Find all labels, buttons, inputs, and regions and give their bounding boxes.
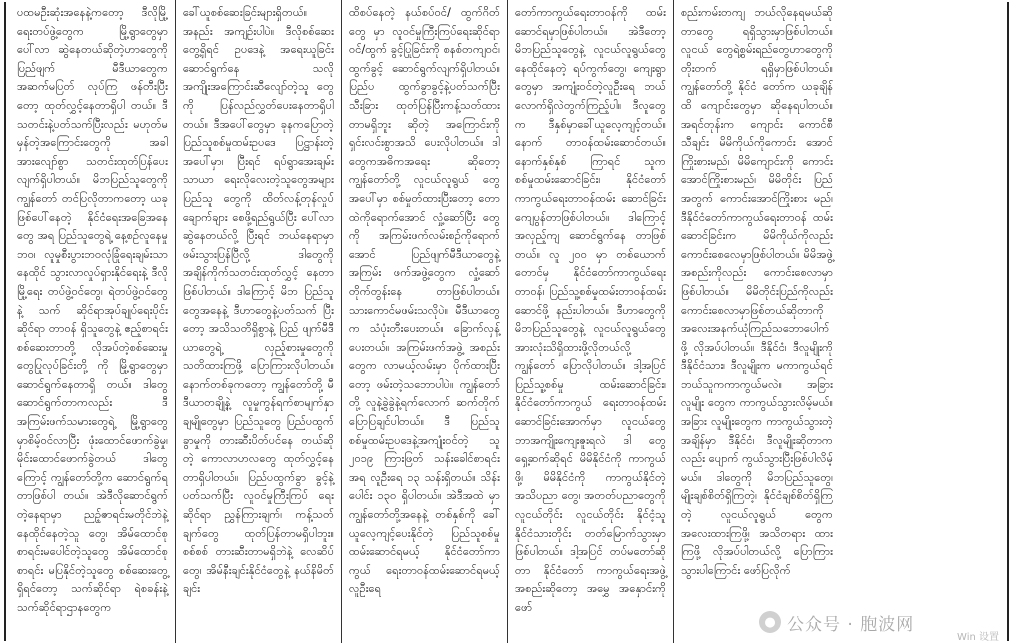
watermark [759, 603, 1009, 641]
wechat-icon: ● [759, 611, 781, 633]
column-text: ခေါ်ယူစစ်ဆေးခြင်းများရှိတယ်။ အနည်း အကျဉ်းပါပဲ။ ဒီလိုစစ်ဆေးတွေ့ရှိရင် ဥပဒေနဲ့ အရေးယူခြင်းဆောင်ရွက်နေ သလို အကျိုးအကြောင်းဆီလျော်တဲ့သူ တွေကို ပြန်လည်လွှတ်ပေးနေတာရှိပါ တယ်။ ဒီအပေါ်တွေမှာ ခုနကပြောတဲ့ ပြည်သူစစ်မှုထမ်းဥပဒေ ပြဋ္ဌာန်းတဲ့ အပေါ်မှာ၊ ပြီးရင် ရပ်ရွာအေးချမ်းသာယာ ရေးလိုလေးတဲ့သူတွေအများပြည်သူ တွေကို ထိတ်လန့်တုန်လှုပ်ချောက်ချား စေဖို့ရည်ရွယ်ပြီး ပေါ်လာဆွဲနေတယ်လို့ ပြီးရင် ဘယ်နေရာမှာဖမ်းသွားပြန်ပြီလို့ ဒါတွေကို အချိန်ကိုက်သတင်းထုတ်လွှင့် နေတာဖြစ်ပါတယ်။ ဒါကြောင့် မိဘ ပြည်သူတွေအနေနဲ့ ဒီဟာတွေနဲ့ပတ်သက် ပြီးတော့ အသိသတိရှိစွာနဲ့ ပြည် ဖျက်မီဒီယာတွေရဲ့ လှည့်စားမှုတွေကို သတိထားကြဖို့ ပြောကြားလိုပါတယ်။ နောက်တစ်ခုကတော့ ကျွန်တော်တို့ မီဒီယာတချို့နဲ့ လူမှုကွန်ရက်စာမျက်နှာ ချမျိုတွေမှာ ပြည်သူတွေ ပြည်ပထွက်ခွာမှုကို တားဆီးပိတ်ပင်နေ တယ်ဆိုတဲ့ ကောလာဟလတွေ ထုတ်လွှင့်နေတာရှိပါတယ်။ ပြည်ပထွက်ခွာ ခွင့်နဲ့ပတ်သက်ပြီး လူဝင်မှုကြီးကြပ် ရေးဆိုင်ရာ ညွှန်ကြားချက်၊ ကန့်သတ် ချက်တွေ ထုတ်ပြန်တာမရှိပါဘူး။ စစ်စစ် တားဆီးတာမရှိဘဲနဲ့ လေဆိပ်တွေ၊ အိမ်နီးချင်းနိုင်ငံတွေနဲ့ နယ်နိမိတ်ချင်း [183, 6, 338, 596]
article-column-1 [10, 0, 176, 643]
column-text: ထိစပ်နေတဲ့ နယ်စပ်ဝင်/ ထွက်ဂိတ်တွေ မှာ လူဝင်မှုကြီးကြပ်ရေးဆိုင်ရာ ဝင်/ထွက် ခွင့်ပြုခြင်းကို စနစ်တကျဝင်၊ ထွက်ခွင့် ဆောင်ရွက်လျက်ရှိပါတယ်။ ပြည်ပ ထွက်ခွာခွင့်နဲ့ပတ်သက်ပြီး သီးခြား ထုတ်ပြန်ပြီးကန့်သတ်ထားတာမရှိဘူး ဆိုတဲ့ အကြောင်းကို ရှင်းလင်းစွာအသိ ပေးလိုပါတယ်။ ဒါတွေကအဓိကအရေး ဆိုတော့ ကျွန်တော်တို့ လူငယ်လူရွယ် တွေအပေါ်မှာ စစ်မှုတ်ထားပြီးတော့ တောထဲကိုရောက်အောင် လှုံ့ဆော်ပြီး တွေကို အကြမ်းဖက်လမ်းစဉ်ကိုရောက် အောင် ပြည်ဖျက်မီဒီယာတွေနဲ့ အကြမ်း ဖက်အဖွဲ့တွေက လှုံ့ဆော်တိုက်တွန်းနေ တာဖြစ်ပါတယ်။ သားကောင်မဖမ်းသလိုပဲ။ မီဒီယာတွေက သံပုံးတီးပေးတယ်။ ခြောက်လှန့်ပေးတယ်။ အကြမ်းဖက်အဖွဲ့ အစည်းတွေက လာမယ့်လမ်းမှာ ပိုက်ထားပြီးတော့ ဖမ်းတဲ့သဘောပါပဲ။ ကျွန်တော်တို့ လူနဲ့ခွဲခွဲနဲ့ရက်လောက် ဆက်တိုက်ပြောပြချင်ပါတယ်။ ဒီ ပြည်သူစစ်မှုထမ်းဥပဒေနဲ့အကျုံးဝင်တဲ့ သူ ၂၀၁၉ ကြားဖြတ် သန်းခေါင်စာရင်း အရ လူဦးရေ ၁၃ သန်းရှိတယ်။ သိန်းပေါင်း ၁၃၀ ရှိပါတယ်။ အဲဒီအထဲ မှာ ကျွန်တော်တို့အနေနဲ့ တစ်နှစ်ကို ခေါ်ယူလေ့ကျင့်ပေးနိုင်တဲ့ ပြည်သူစစ်မှု ထမ်းဆောင်ရမယ့် နိုင်ငံတော်ကာကွယ် ရေးတာဝန်ထမ်းဆောင်ရမယ့်လူဦးရေ [349, 6, 504, 596]
article-column-2 [176, 0, 342, 643]
article-column-5 [674, 0, 840, 643]
column-text: ပထမဦးဆုံးအနေနဲ့ကတော့ ဒီလိုမြို့ရေးတပ်ဖွဲ့တွေက မြို့ရွာတွေမှာ ပေါ်လာ ဆွဲနေတယ်ဆိုတဲ့ဟာတွေကို ပြည်ဖျက် မီဒီယာတွေက အဆက်မပြတ် လုပ်ကြ ဖန်တီးပြီးတော့ ထုတ်လွှင့်နေတာရှိပါ တယ်။ ဒီသတင်းနဲ့ပတ်သက်ပြီးလည်း မဟုတ်မမှန်တဲ့အကြောင်းတွေကို အခါ အားလျော်စွာ သတင်းထုတ်ပြန်ပေး လျက်ရှိပါတယ်။ မိဘပြည်သူတွေကို ကျွန်တော် တင်ပြလိုတာကတော့ ယခု ဖြစ်ပေါ်နေတဲ့ နိုင်ငံရေးအခြေအနေတွေ အရ ပြည်သူတွေရဲ့ နေ့စဉ်လူနေမှုဘဝ၊ လူမှုစီးပွားဘဝလုံခြုံရေးချမ်းသာနေထိုင် သွားလာလှုပ်ရှားနိုင်ရေးနဲ့ ဒီလိုမြို့ရေး တပ်ဖွဲ့ဝင်တွေ၊ ရဲတပ်ဖွဲ့ဝင်တွေနဲ့ သက် ဆိုင်ရာအုပ်ချုပ်ရေးပိုင်းဆိုင်ရာ တာဝန် ရှိသူတွေနဲ့ ဧည့်စာရင်းစစ်ဆေးတာတို့ လိုအပ်တဲ့စစ်ဆေးမှုတွေပြုလုပ်ခြင်းတို့ ကို မြို့ရွာတွေမှာ ဆောင်ရွက်နေတာရှိ တယ်။ ဒါတွေဆောင်ရွက်တာကလည်း ဒီအကြမ်းဖက်သမားတွေရဲ့ မြို့ရွာတွေ မှာစိမ့်ဝင်လာပြီး ဖုံးထောင်ဖောက်ခွဲမှု၊ မိုင်းထောင်ဖောက်ခွဲတယ် ဒါတွေကြောင့် ကျွန်တော်တို့က ဆောင်ရွက်ရတာဖြစ်ပါ တယ်။ အဲဒီလိုဆောင်ရွက်တဲ့နေရာမှာ ညဉ့်ဇာရင်းမတိုင်ဘဲနဲ့ နေထိုင်နေတဲ့သူ တွေ၊ အိမ်ထောင်စုစာရင်းမပေါင်တဲ့သူတွေ အိမ်ထောင်စုစာရင်း မပြနိုင်တဲ့သူတွေ စစ်ဆေးတွေ့ရှိရင်တော့ သက်ဆိုင်ရာ ရဲစခန်းနဲ့ သက်ဆိုင်ရာဌာနတွေက [17, 6, 172, 614]
article-columns [10, 0, 1003, 643]
watermark-text: 公众号 · 胞波网 [787, 614, 915, 635]
article-column-3 [342, 0, 508, 643]
watermark-sub: Win 设置 [957, 632, 999, 643]
column-text: စည်းကမ်းတကျ ဘယ်လိုနေရမယ်ဆို တာတွေ ရရှိသွားမှာဖြစ်ပါတယ်။ လူငယ် တွေရဲ့စွမ်းရည်တွေဟာတွေကို တိုးတက် ရရှိမှာဖြစ်ပါတယ်။ ကျွန်တော်တို့ နိုင်ငံ တော်က ယခုချိန်ထိ ကျောင်းတွေမှာ ဆိုနေရပါတယ်။ အရင်တုန်းက ကျောင်း ကောင်စီသီချင်း မိမိကိုယ်ကိုကောင်း အောင်ကြိုးစားမည်၊ မိမိကျောင်းကို ကောင်းအောင်ကြိုးစားမည်၊ မိမိတိုင်း ပြည်အတွက် ကောင်းအောင်ကြိုးစား မည်၊ ဒီနိုင်ငံတော်ကာကွယ်ရေးတာဝန် ထမ်းဆောင်ခြင်းက မိမိကိုယ်ကိုလည်း ကောင်းစေလေမှာဖြစ်ပါတယ်။ မိမိအဖွဲ့ အစည်းကိုလည်း ကောင်းစေလာမှာ ဖြစ်ပါတယ်။ မိမိတိုင်းပြည်ကိုလည်း ကောင်းစေလာမှာဖြစ်တယ်ဆိုတာကို အလေးအနက်ယုံကြည်သဘောပေါက်ဖို့ လိုအပ်ပါတယ်။ ဒီနိုင်ငံ၊ ဒီလူမျိုးကို ဒီနိုင်ငံသား၊ ဒီလူမျိုးက မကာကွယ်ရင် ဘယ်သူကကာကွယ်မလဲ။ အခြားလူမျိုး တွေက ကာကွယ်သွားလိမ့်မယ်။ အခြား လူမျိုးတွေက ကာကွယ်သွားတဲ့အချိန်မှာ ဒီနိုင်ငံ၊ ဒီလူမျိုးဆိုတာကလည်း ပျောက် ကွယ်သွားပြီးဖြစ်ပါလိမ့်မယ်။ ဒါတွေကို မိဘပြည်သူတွေ၊ မျိုးချစ်စိတ်ရှိကြတဲ့၊ နိုင်ငံချစ်စိတ်ရှိကြတဲ့ လူငယ်လူရွယ် တွေက အလေးထားကြဖို့၊ အသိတရား ထားကြဖို့ လိုအပ်ပါတယ်လို့ ပြောကြား သွားပါကြောင်း ဖော်ပြလိုက် [681, 6, 837, 577]
column-text: တော်ကာကွယ်ရေးတာဝန်ကို ထမ်း ဆောင်ရမှာဖြစ်ပါတယ်။ အဲဒီတော့ မိဘပြည်သူတွေနဲ့ လူငယ်လူရွယ်တွေ နေထိုင်နေတဲ့ ရပ်ကွက်တွေ၊ ကျေးရွာ တွေမှာ အကျုံးဝင်တဲ့လူဦးရေ ဘယ် လောက်ရှိလဲတွက်ကြည့်ပါ။ ဒီလူတွေက ဒီနှစ်မှာခေါ်ယူလေ့ကျင့်တယ်။ နောက် တာဝန်ထမ်းဆောင်တယ်။ နောက်နှစ်နှစ် ကြာရင် သူက စစ်မှုထမ်းဆောင်ခြင်း၊ နိုင်ငံတော်ကာကွယ်ရေးတာဝန်ထမ်း ဆောင်ခြင်း ကျေပွန်တာဖြစ်ပါတယ်။ ဒါကြောင့် အလှည့်ကျ ဆောင်ရွက်နေ တာဖြစ်တယ်။ လူ ၂၀၀ မှာ တစ်ယောက် တောင်မှ နိုင်ငံတော်ကာကွယ်ရေး တာဝန်၊ ပြည်သူ့စစ်မှုထမ်းတာဝန်ထမ်း ဆောင်ဖို့ နည်းပါတယ်။ ဒီဟာတွေကို မိဘပြည်သူတွေနဲ့ လူငယ်လူရွယ်တွေ အားလုံးသိရှိထားဖို့လိုတယ်လို့ ကျွန်တော် ပြောလိုပါတယ်။ ဒါ့အပြင် ပြည်သူ့စစ်မှု ထမ်းဆောင်ခြင်း၊ နိုင်ငံတော်ကာကွယ် ရေးတာဝန်ထမ်းဆောင်ခြင်းအောက်မှာ လူငယ်တွေ ဘာအကျိုးကျေးဇူးရလဲ ဒါ တွေရှေ့ဆက်ဆိုရင် မိမိနိုင်ငံကို ကာကွယ်ဖို့၊ မိမိနိုင်ငံကို ကာကွယ်နိုင်တဲ့ အသိပညာ တွေ၊ အတတ်ပညာတွေကို လူငယ်တိုင်း လူငယ်တိုင်း နိုင်ငံ့သူ နိုင်ငံသားတိုင်း တတ်မြောက်သွားမှာ ဖြစ်ပါတယ်။ ဒါ့အပြင် တပ်မတော်ဆိုတာ နိုင်ငံတော် ကာကွယ်ရေးအဖွဲ့ အစည်းဆိုတော့ အမွှေ အနှောင်းကိုဖော် [515, 6, 670, 614]
article-column-4 [508, 0, 674, 643]
